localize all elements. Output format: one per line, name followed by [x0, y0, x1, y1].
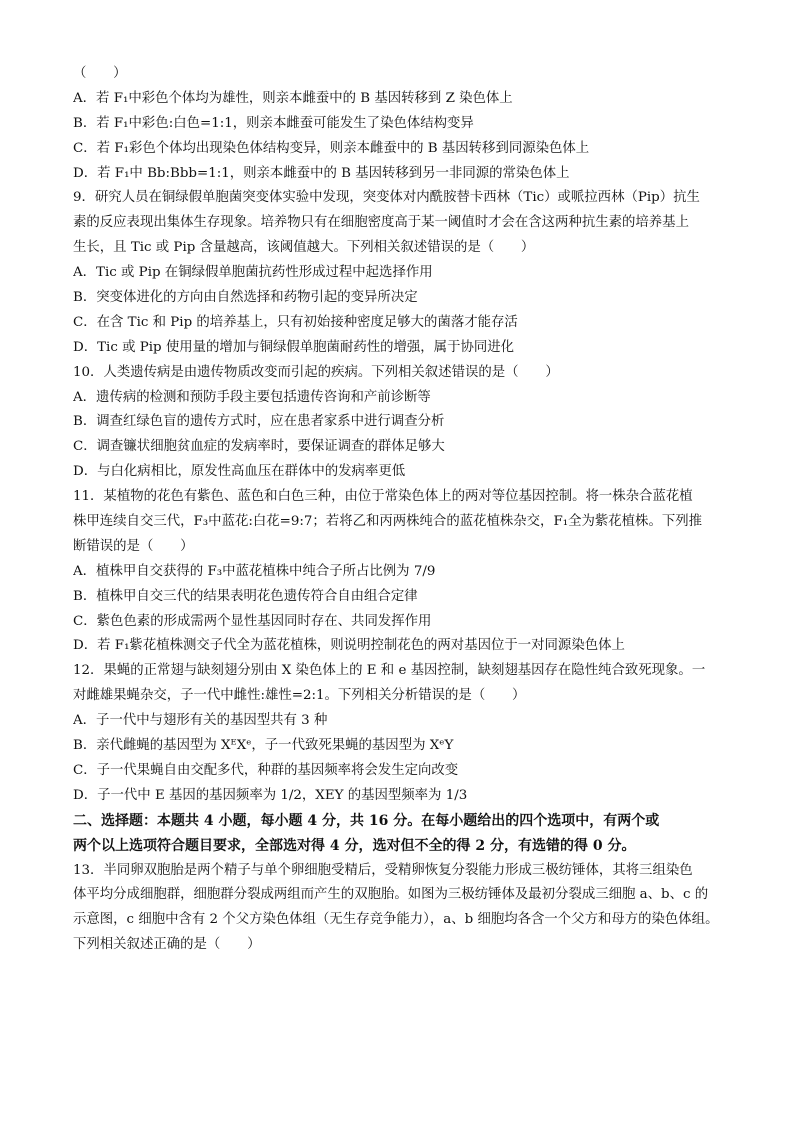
text-line: A．Tic 或 Pip 在铜绿假单胞菌抗药性形成过程中起选择作用 — [73, 265, 433, 281]
text-line: B．突变体进化的方向由自然选择和药物引起的变异所决定 — [73, 290, 418, 306]
section-heading-line: 两个以上选项符合题目要求，全部选对得 4 分，选对但不全的得 2 分，有选错的得 0 分。 — [73, 837, 636, 854]
text-line: B．亲代雌蝇的基因型为 XᴱXᵉ，子一代致死果蝇的基因型为 XᵉY — [73, 738, 454, 754]
text-line: B．调查红绿色盲的遗传方式时，应在患者家系中进行调查分析 — [73, 414, 445, 430]
text-line: A．子一代中与翅形有关的基因型共有 3 种 — [73, 713, 328, 729]
text-line: 12．果蝇的正常翅与缺刻翅分别由 X 染色体上的 E 和 e 基因控制，缺刻翅基因存在隐性纯合致死现象。一 — [73, 663, 706, 679]
text-line: 10．人类遗传病是由遗传物质改变而引起的疾病。下列相关叙述错误的是（ ） — [73, 364, 559, 380]
text-line: D．Tic 或 Pip 使用量的增加与铜绿假单胞菌耐药性的增强，属于协同进化 — [73, 339, 515, 355]
text-line: 断错误的是（ ） — [73, 538, 194, 554]
text-line: 11．某植物的花色有紫色、蓝色和白色三种，由位于常染色体上的两对等位基因控制。将一株杂合蓝花植 — [73, 489, 693, 505]
text-line: D．若 F₁紫花植株测交子代全为蓝花植株，则说明控制花色的两对基因位于一对同源染色体上 — [73, 638, 625, 654]
text-line: B．若 F₁中彩色:白色=1:1，则亲本雌蚕可能发生了染色体结构变异 — [73, 115, 474, 131]
text-line: 体平均分成细胞群，细胞群分裂成两组而产生的双胞胎。如图为三极纺锤体及最初分裂成三细胞 a、b、c 的 — [73, 887, 709, 903]
text-line: D．与白化病相比，原发性高血压在群体中的发病率更低 — [73, 464, 406, 480]
text-line: 素的反应表现出集体生存现象。培养物只有在细胞密度高于某一阈值时才会在含这两种抗生素的培养基上 — [73, 215, 689, 231]
text-line: B．植株甲自交三代的结果表明花色遗传符合自由组合定律 — [73, 588, 418, 604]
text-line: D．子一代中 E 基因的基因频率为 1/2，XEY 的基因型频率为 1/3 — [73, 787, 468, 803]
text-line: C．紫色色素的形成需两个显性基因同时存在、共同发挥作用 — [73, 613, 432, 629]
text-line: 9．研究人员在铜绿假单胞菌突变体实验中发现，突变体对内酰胺替卡西林（Tic）或哌拉西林（Pip）抗生 — [73, 190, 700, 206]
question-text-block — [73, 62, 745, 958]
text-line: C．在含 Tic 和 Pip 的培养基上，只有初始接种密度足够大的菌落才能存活 — [73, 314, 518, 330]
text-line: A．植株甲自交获得的 F₃中蓝花植株中纯合子所占比例为 7/9 — [73, 563, 436, 579]
text-line: C．若 F₁彩色个体均出现染色体结构变异，则亲本雌蚕中的 B 基因转移到同源染色体上 — [73, 140, 590, 156]
text-line: 对雌雄果蝇杂交，子一代中雌性:雄性=2:1。下列相关分析错误的是（ ） — [73, 688, 526, 704]
text-line: 下列相关叙述正确的是（ ） — [73, 937, 261, 953]
text-line: A．遗传病的检测和预防手段主要包括遗传咨询和产前诊断等 — [73, 389, 431, 405]
text-line: C．子一代果蝇自由交配多代，种群的基因频率将会发生定向改变 — [73, 762, 459, 778]
text-line: 示意图，c 细胞中含有 2 个父方染色体组（无生存竞争能力），a、b 细胞均各含一个父方和母方的染色体组。 — [73, 912, 719, 928]
section-heading-line: 二、选择题：本题共 4 小题，每小题 4 分，共 16 分。在每小题给出的四个选项中，有两个或 — [73, 812, 660, 829]
text-line: （ ） — [73, 66, 127, 81]
text-line: 株甲连续自交三代，F₃中蓝花:白花=9:7；若将乙和丙两株纯合的蓝花植株杂交，F₁全为紫花植株。下列推 — [73, 514, 703, 530]
text-line: C．调查镰状细胞贫血症的发病率时，要保证调查的群体足够大 — [73, 439, 445, 455]
text-line: D．若 F₁中 Bb:Bbb=1:1，则亲本雌蚕中的 B 基因转移到另一非同源的常染色体上 — [73, 165, 570, 181]
text-line: A．若 F₁中彩色个体均为雄性，则亲本雌蚕中的 B 基因转移到 Z 染色体上 — [73, 90, 513, 106]
text-line: 生长，且 Tic 或 Pip 含量越高，该阈值越大。下列相关叙述错误的是（ ） — [73, 240, 535, 256]
text-line: 13．半同卵双胞胎是两个精子与单个卵细胞受精后，受精卵恢复分裂能力形成三极纺锤体，其将三组染色 — [73, 862, 693, 878]
